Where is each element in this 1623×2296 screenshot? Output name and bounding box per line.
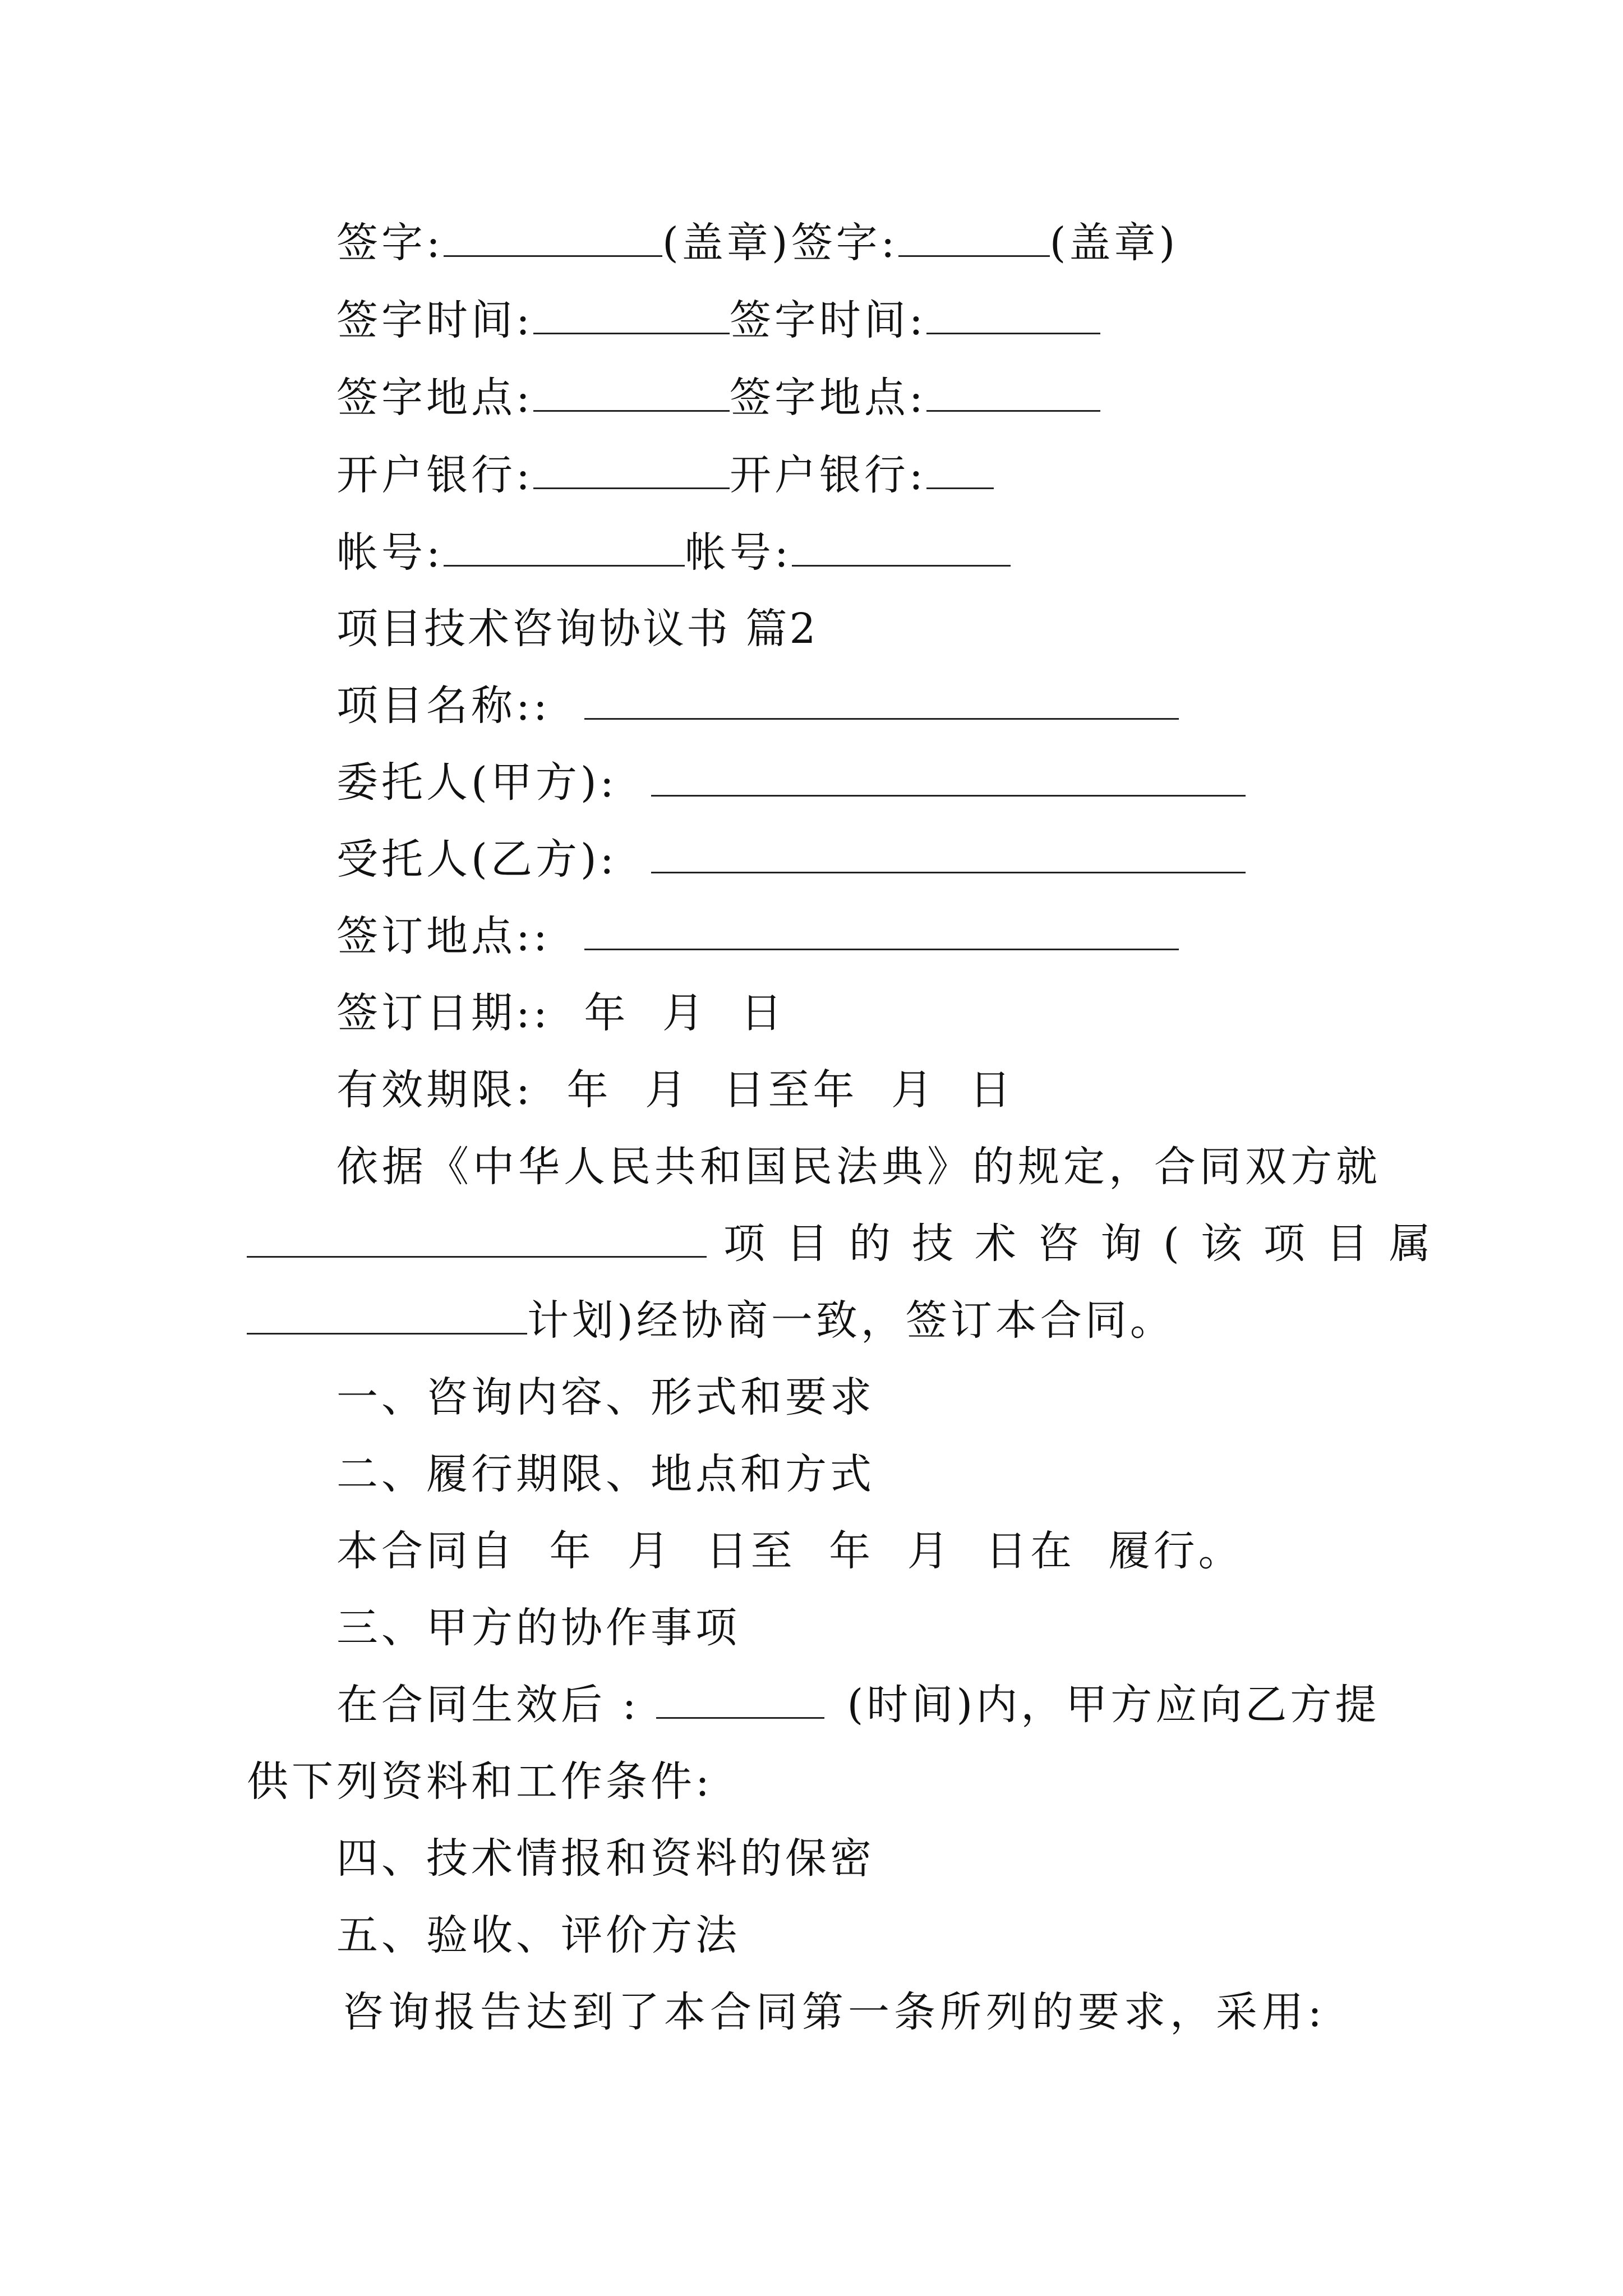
sign-place-field-label: 签订地点:: <box>336 912 551 960</box>
section-5-body: 咨询报告达到了本合同第一条所列的要求，采用: <box>342 1988 1326 2036</box>
section-2-body: 本合同自 年 月 日至 年 月 日在 履行。 <box>336 1527 1243 1575</box>
section-2-title: 二、履行期限、地点和方式 <box>336 1450 875 1498</box>
seal-label-a: (盖章) <box>662 219 791 267</box>
consultant-blank[interactable] <box>651 835 1246 873</box>
seal-label-b: (盖章) <box>1049 219 1179 267</box>
account-label-b: 帐号: <box>684 528 792 577</box>
account-label-a: 帐号: <box>336 528 444 577</box>
bank-blank-b[interactable] <box>926 450 994 489</box>
section-5-title: 五、验收、评价方法 <box>336 1911 740 1959</box>
sign-place-blank-b[interactable] <box>926 373 1100 412</box>
section-3-body-b: (时间)内，甲方应向乙方提 <box>847 1681 1380 1729</box>
bank-blank-a[interactable] <box>533 450 730 489</box>
section-3-body-line-1 <box>336 1678 1380 1732</box>
sign-place-field-blank[interactable] <box>584 912 1179 950</box>
sign-time-blank-a[interactable] <box>533 296 730 334</box>
sign-time-label-b: 签字时间: <box>729 296 926 344</box>
validity-row <box>336 1063 1015 1117</box>
client-blank[interactable] <box>651 758 1246 797</box>
account-blank-a[interactable] <box>444 528 685 567</box>
sign-date-row <box>336 986 785 1040</box>
plan-blank[interactable] <box>247 1296 527 1335</box>
consultant-row <box>336 832 1246 886</box>
sign-place-field-row <box>336 909 1179 963</box>
section-3-body-a: 在合同生效后 : <box>336 1681 640 1729</box>
signature-row <box>336 216 1178 270</box>
validity-label: 有效期限: <box>336 1066 533 1114</box>
account-row <box>336 526 1011 579</box>
bank-row <box>336 448 994 502</box>
sign-blank-b[interactable] <box>898 218 1050 257</box>
project-name-label: 项目名称:: <box>336 682 551 730</box>
contract-title: 项目技术咨询协议书 篇2 <box>336 605 818 653</box>
sign-time-blank-b[interactable] <box>926 296 1100 334</box>
sign-date-label: 签订日期:: <box>336 989 551 1037</box>
validity-value: 年 月 日至年 月 日 <box>566 1066 1015 1114</box>
section-1-title: 一、咨询内容、形式和要求 <box>336 1373 875 1421</box>
sign-label-a: 签字: <box>336 219 444 267</box>
bank-label-b: 开户银行: <box>729 451 926 499</box>
time-blank[interactable] <box>656 1680 824 1719</box>
sign-place-row <box>336 371 1100 425</box>
sign-blank-a[interactable] <box>444 218 662 257</box>
preamble-line-2-text: 项目的技术咨询(该项目属 <box>723 1220 1452 1268</box>
client-label: 委托人(甲方): <box>336 758 617 807</box>
bank-label-a: 开户银行: <box>336 451 533 499</box>
sign-place-blank-a[interactable] <box>533 373 730 412</box>
preamble-line-2 <box>247 1217 1452 1271</box>
section-4-title: 四、技术情报和资料的保密 <box>336 1834 875 1883</box>
consultant-label: 受托人(乙方): <box>336 835 617 884</box>
section-3-title: 三、甲方的协作事项 <box>336 1604 740 1652</box>
client-row <box>336 756 1246 809</box>
preamble-line-3 <box>247 1294 1175 1347</box>
project-blank[interactable] <box>247 1219 707 1258</box>
sign-label-b: 签字: <box>791 219 898 267</box>
sign-place-label-a: 签字地点: <box>336 374 533 422</box>
sign-time-label-a: 签字时间: <box>336 296 533 344</box>
preamble-line-1: 依据《中华人民共和国民法典》的规定，合同双方就 <box>336 1143 1381 1191</box>
sign-date-value: 年 月 日 <box>584 989 786 1037</box>
project-name-blank[interactable] <box>584 681 1179 720</box>
project-name-row <box>336 679 1179 733</box>
account-blank-b[interactable] <box>792 528 1011 567</box>
section-3-body-line-2: 供下列资料和工作条件: <box>247 1757 713 1806</box>
sign-time-row <box>336 293 1100 347</box>
sign-place-label-b: 签字地点: <box>729 374 926 422</box>
preamble-line-3-text: 计划)经协商一致，签订本合同。 <box>527 1296 1175 1345</box>
